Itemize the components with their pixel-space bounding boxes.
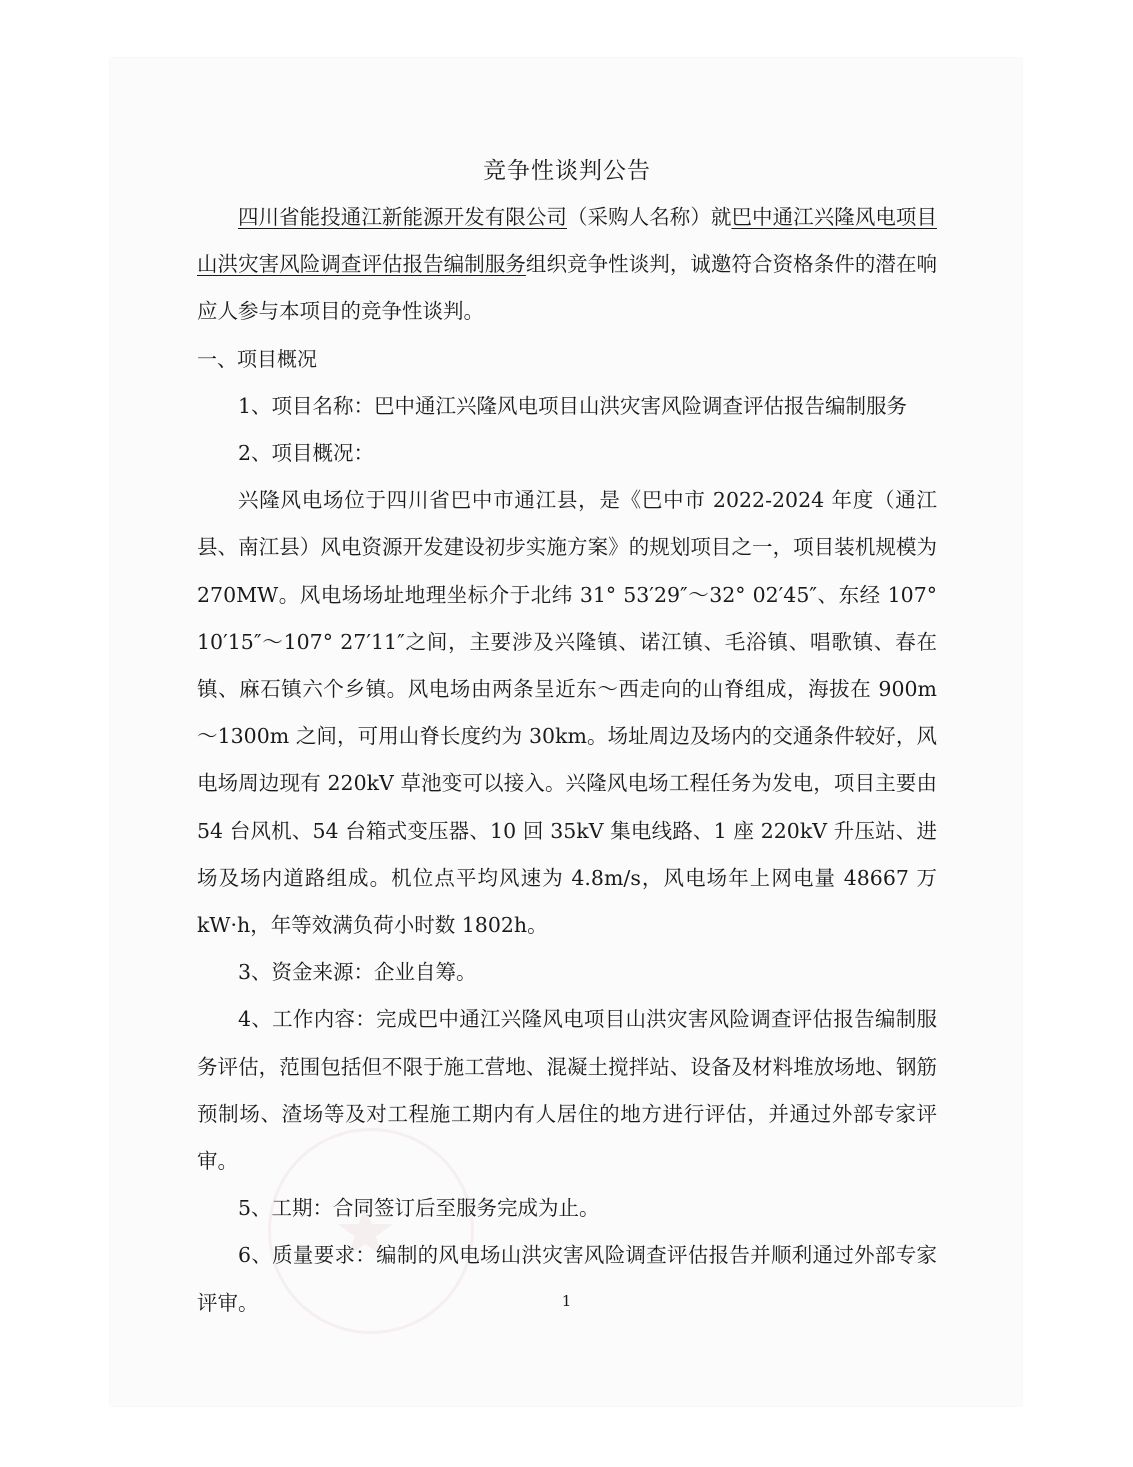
overview-paragraph: 兴隆风电场位于四川省巴中市通江县，是《巴中市 2022-2024 年度（通江县、南江县）风电资源开发建设初步实施方案》的规划项目之一，项目装机规模为 270MW。风电场场址地理坐标介于北纬 31° 53′29″～32° 02′45″、东经 107° 10′15″～107° 27′11″之间，主要涉及兴隆镇、诺江镇、毛浴镇、唱歌镇、春在镇、麻石镇六个乡镇。风电场由两条呈近东～西走向的山脊组成，海拔在 900m～1300m 之间，可用山脊长度约为 30km。场址周边及场内的交通条件较好，风电场周边现有 220kV 草池变可以接入。兴隆风电场工程任务为发电，项目主要由 54 台风机、54 台箱式变压器、10 回 35kV 集电线路、1 座 220kV 升压站、进场及场内道路组成。机位点平均风速为 4.8m/s，风电场年上网电量 48667 万 kW·h，年等效满负荷小时数 1802h。: [197, 488, 937, 938]
item-schedule: 5、工期：合同签订后至服务完成为止。: [238, 1196, 600, 1221]
item-project-name: 1、项目名称：巴中通江兴隆风电项目山洪灾害风险调查评估报告编制服务: [238, 393, 908, 418]
purchaser-note: （采购人名称）就: [566, 205, 732, 229]
page-number: 1: [561, 1292, 572, 1310]
intro-paragraph: [197, 194, 937, 336]
document-title: 竞争性谈判公告: [483, 158, 651, 184]
item-funding-source: 3、资金来源：企业自筹。: [238, 960, 477, 985]
purchaser-name: 四川省能投通江新能源开发有限公司: [238, 205, 567, 229]
item-work-content: 4、工作内容：完成巴中通江兴隆风电项目山洪灾害风险调查评估报告编制服务评估，范围包括但不限于施工营地、混凝土搅拌站、设备及材料堆放场地、钢筋预制场、渣场等及对工程施工期内有人居住的地方进行评估，并通过外部专家评审。: [197, 1007, 937, 1174]
section-heading-project-overview: 一、项目概况: [197, 346, 317, 371]
item-project-overview: 2、项目概况：: [238, 441, 375, 466]
project-name: 巴中通江兴隆风电项目山洪灾害风险调查评估报告编制服务: [197, 205, 937, 277]
document-body: [197, 148, 937, 1327]
intro-rest: 组织竞争性谈判，诚邀符合资格条件的潜在响应人参与本项目的竞争性谈判。: [197, 252, 938, 324]
item-quality-requirement: 6、质量要求：编制的风电场山洪灾害风险调查评估报告并顺利通过外部专家评审。: [197, 1243, 937, 1315]
